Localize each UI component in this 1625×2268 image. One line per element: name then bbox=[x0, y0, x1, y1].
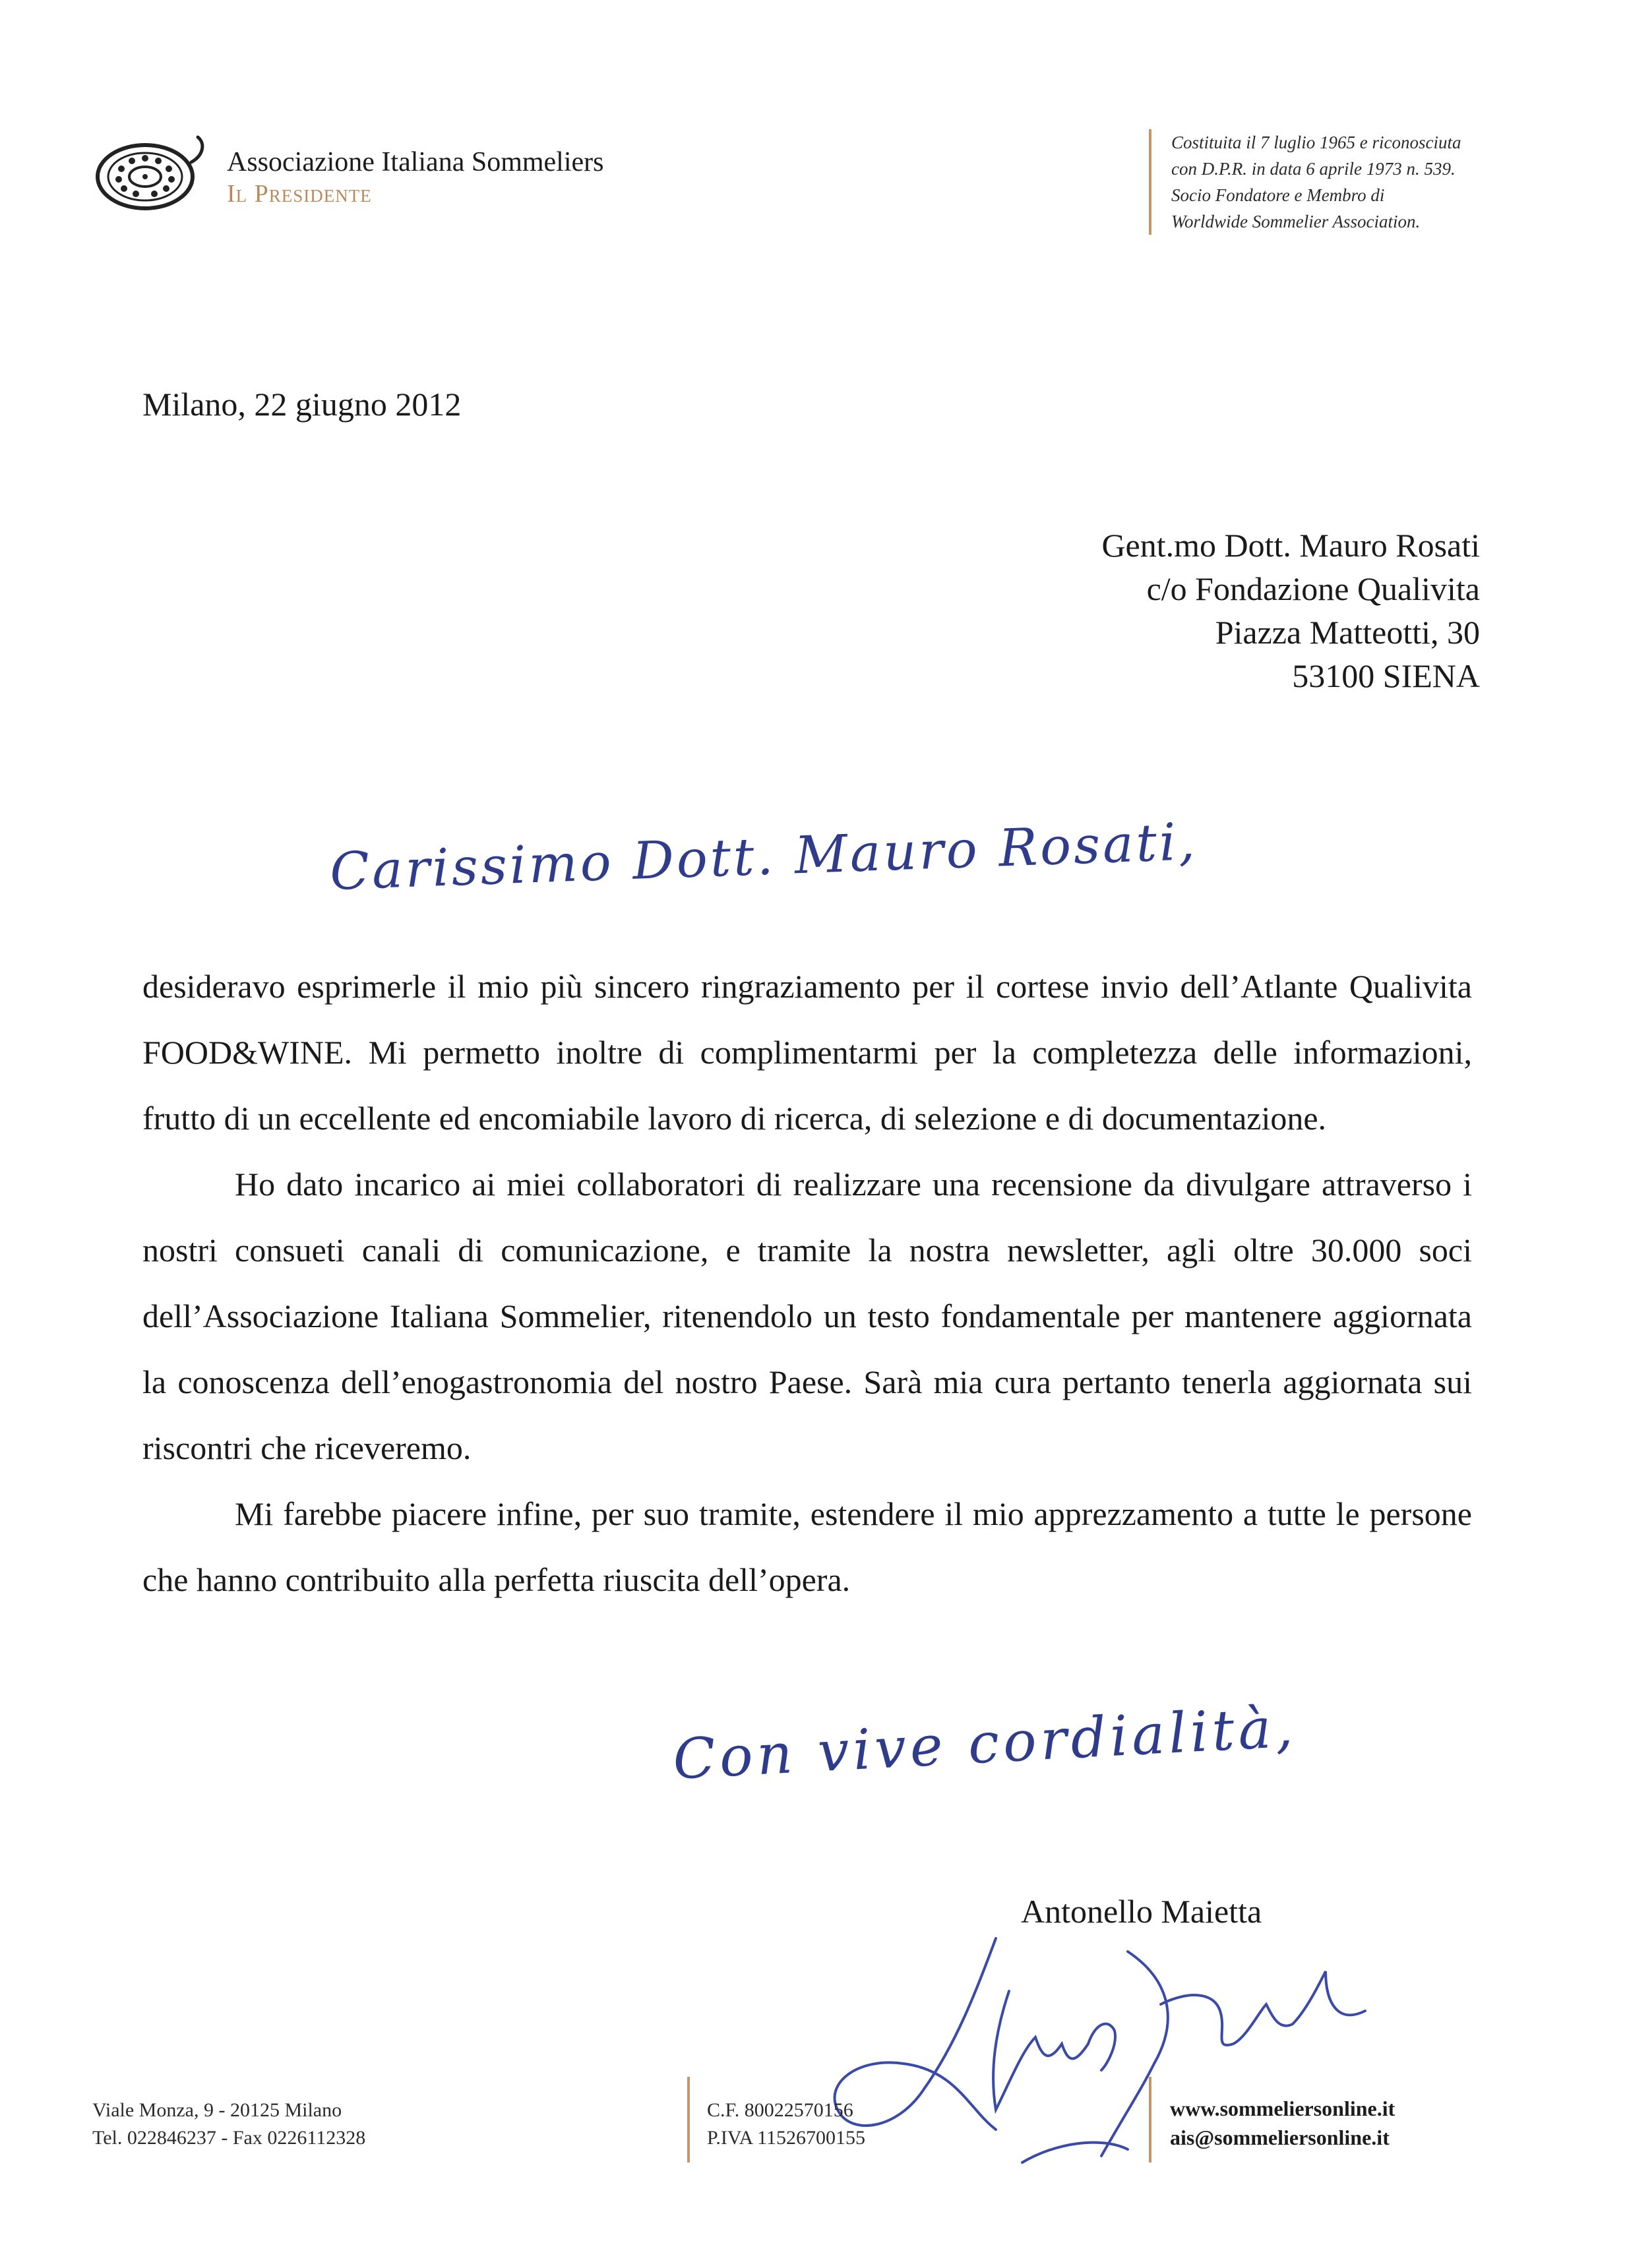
foundation-line: con D.P.R. in data 6 aprile 1973 n. 539. bbox=[1171, 159, 1456, 179]
ais-tastevin-logo-icon bbox=[92, 129, 218, 215]
footer-online bbox=[1170, 2094, 1395, 2152]
foundation-line: Worldwide Sommelier Association. bbox=[1171, 212, 1421, 231]
body-paragraph: desideravo esprimerle il mio più sincero ringraziamento per il cortese invio dell’Atlante Qualivita FOOD&WINE. Mi permetto inoltre di complimentarmi per la completezza delle informazioni, frutto di un eccellente ed encomiabile lavoro di ricerca, di selezione e di documentazione. bbox=[142, 968, 1472, 1137]
footer-divider bbox=[1149, 2077, 1151, 2163]
handwritten-closing: Con vive cordialità, bbox=[671, 1694, 1299, 1792]
footer-cf: C.F. 80022570156 bbox=[707, 2099, 853, 2121]
footer-website[interactable]: www.sommeliersonline.it bbox=[1170, 2097, 1395, 2120]
recipient-line: Piazza Matteotti, 30 bbox=[1215, 614, 1480, 651]
foundation-note bbox=[1171, 129, 1514, 235]
footer-divider bbox=[687, 2077, 690, 2163]
letter-date: Milano, 22 giugno 2012 bbox=[142, 386, 462, 423]
foundation-line: Costituita il 7 luglio 1965 e riconosciuta bbox=[1171, 133, 1461, 152]
body-paragraph: Mi farebbe piacere infine, per suo tramite, estendere il mio apprezzamento a tutte le persone che hanno contribuito alla perfetta riuscita dell’opera. bbox=[142, 1495, 1472, 1598]
handwritten-salutation: Carissimo Dott. Mauro Rosati, bbox=[328, 812, 1199, 902]
foundation-divider bbox=[1149, 129, 1151, 235]
recipient-line: c/o Fondazione Qualivita bbox=[1146, 570, 1480, 607]
footer-piva: P.IVA 11526700155 bbox=[707, 2127, 866, 2149]
footer-email[interactable]: ais@sommeliersonline.it bbox=[1170, 2126, 1390, 2149]
footer-phone: Tel. 022846237 - Fax 0226112328 bbox=[92, 2127, 366, 2149]
footer-contact bbox=[92, 2097, 365, 2152]
recipient-line: Gent.mo Dott. Mauro Rosati bbox=[1101, 527, 1480, 564]
body-paragraph: Ho dato incarico ai miei collaboratori di realizzare una recensione da divulgare attraverso i nostri consueti canali di comunicazione, e tramite la nostra newsletter, agli oltre 30.000 soci dell’Associazione Italiana Sommelier, ritenendolo un testo fondamentale per mantenere aggiornata la conoscenza dell’enogastronomia del nostro Paese. Sarà mia cura pertanto tenerla aggiornata sui riscontri che riceveremo. bbox=[142, 1166, 1472, 1466]
signer-name: Antonello Maietta bbox=[1021, 1893, 1262, 1930]
letter-body bbox=[142, 953, 1472, 1613]
recipient-line: 53100 SIENA bbox=[1292, 657, 1480, 694]
foundation-line: Socio Fondatore e Membro di bbox=[1171, 185, 1385, 205]
organization-name: Associazione Italiana Sommeliers bbox=[227, 147, 604, 177]
organization-role: Il Presidente bbox=[227, 180, 372, 208]
recipient-address bbox=[820, 523, 1480, 698]
footer-tax-info bbox=[707, 2097, 865, 2152]
footer-address: Viale Monza, 9 - 20125 Milano bbox=[92, 2099, 342, 2121]
